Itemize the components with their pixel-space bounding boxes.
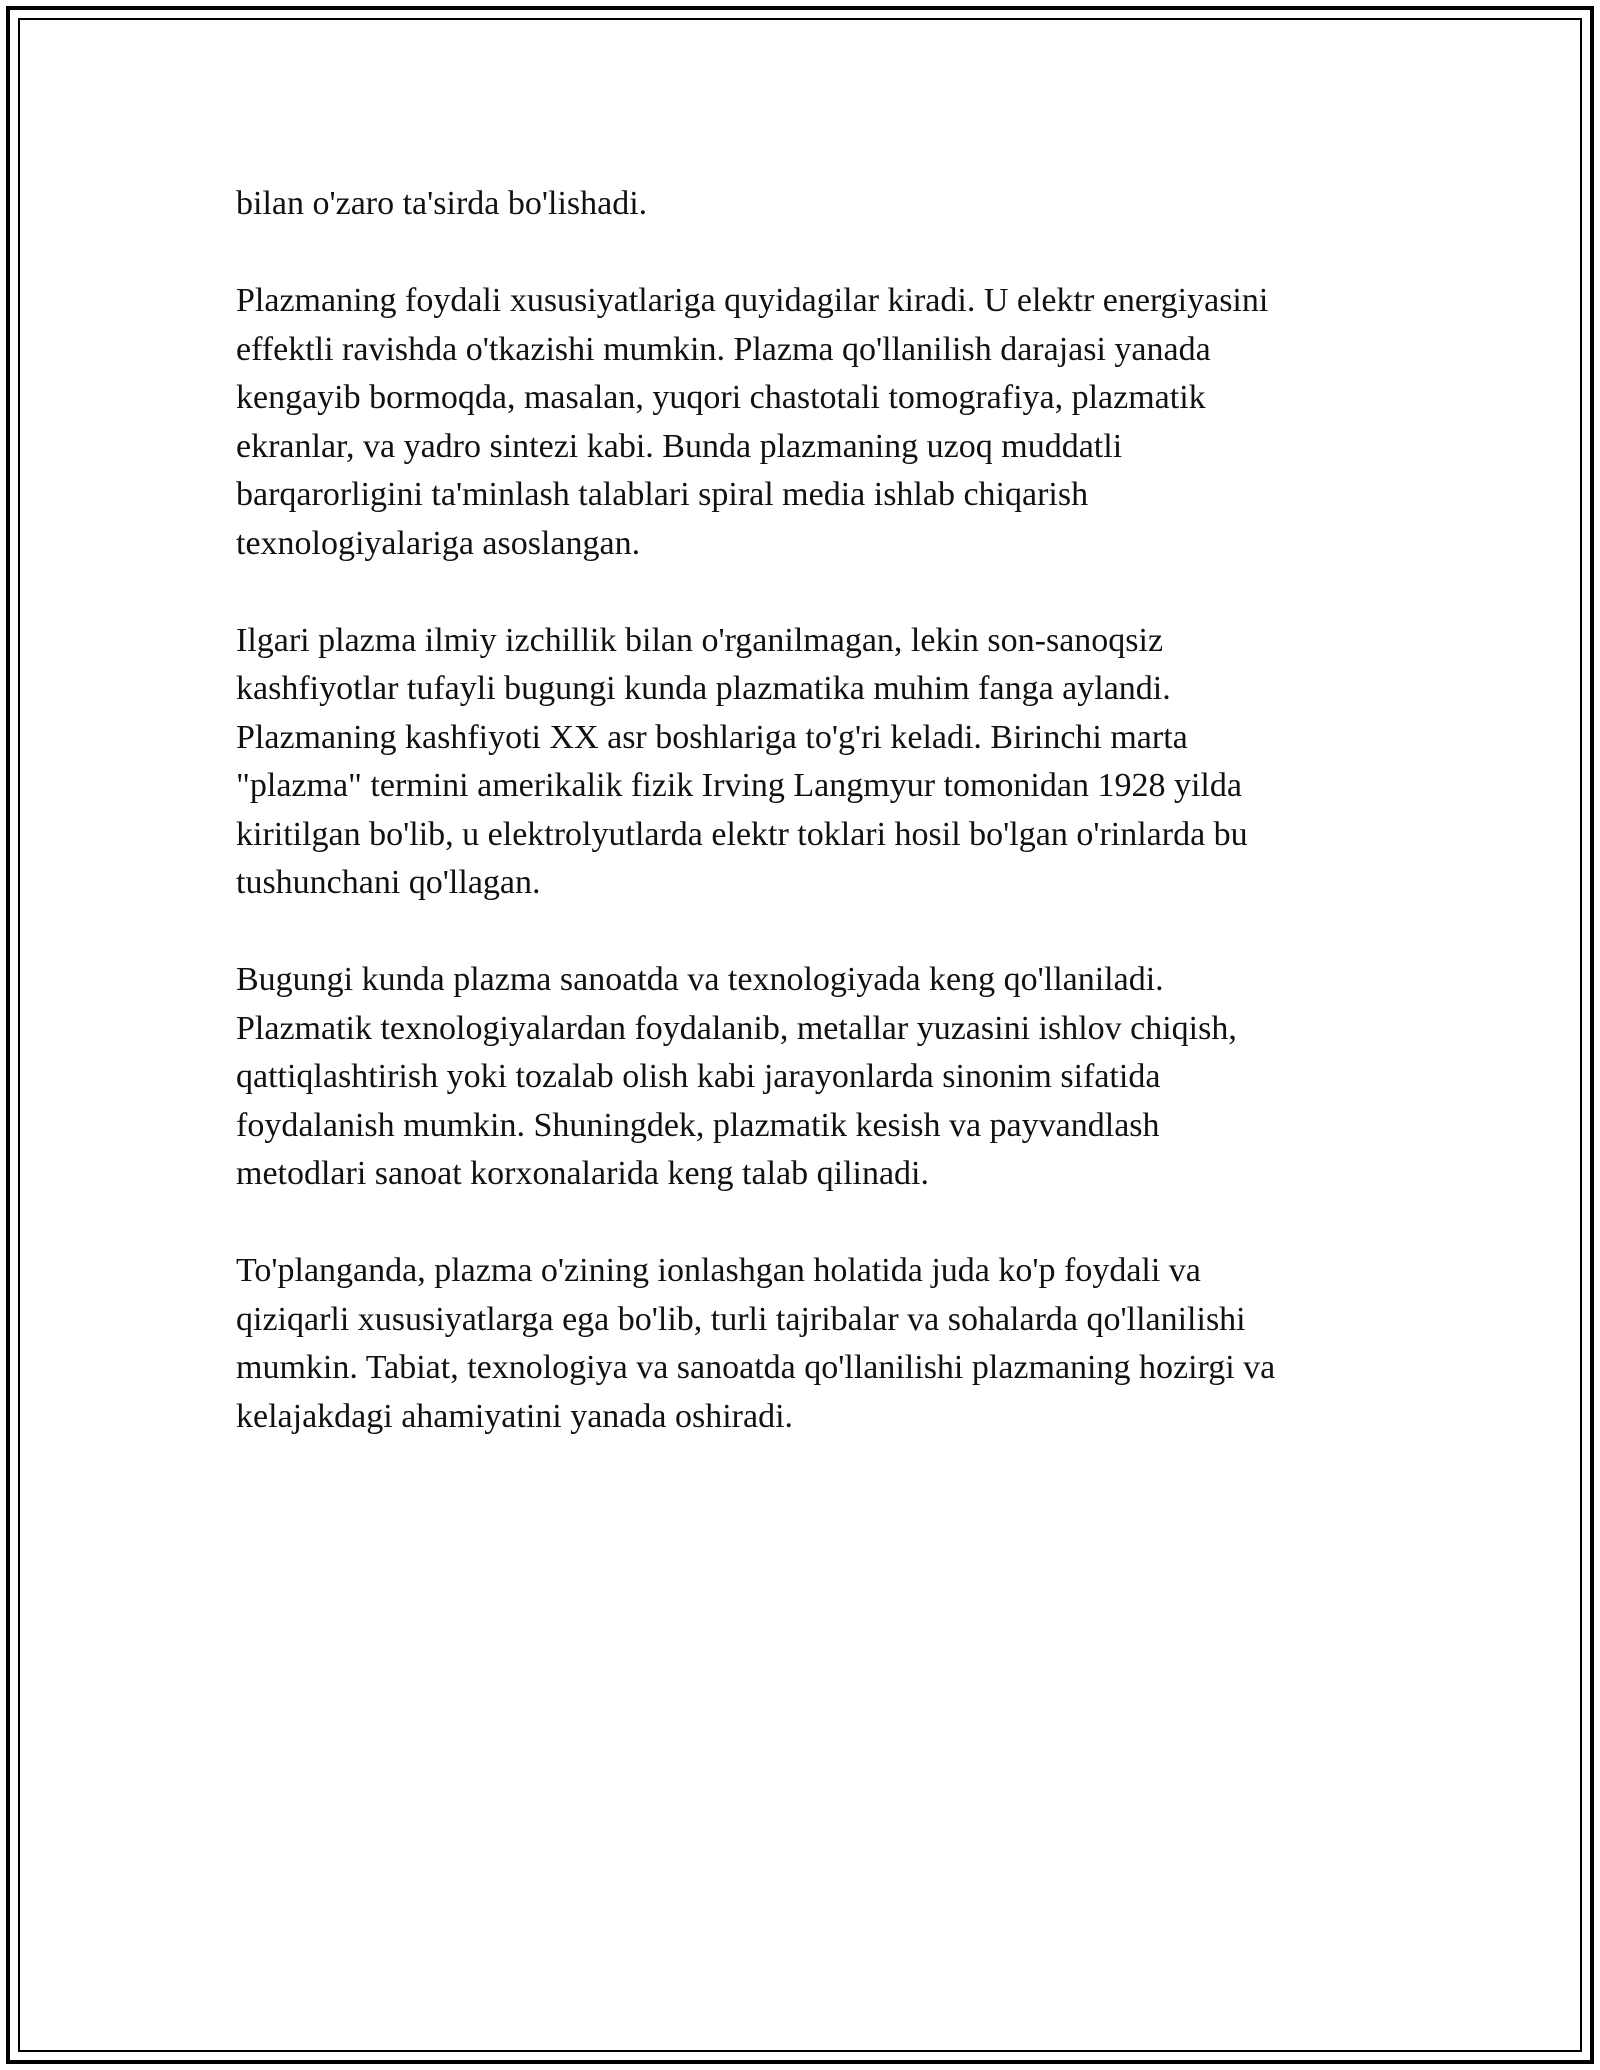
- paragraph: Bugungi kunda plazma sanoatda va texnologiyada keng qo'llaniladi. Plazmatik texnologiyalardan foydalanib, metallar yuzasini ishlov chiqish, qattiqlashtirish yoki tozalab olish kabi jarayonlarda sinonim sifatida foydalanish mumkin. Shuningdek, plazmatik kesish va payvandlash metodlari sanoat korxonalarida keng talab qilinadi.: [236, 961, 1237, 1192]
- paragraph: Plazmaning foydali xususiyatlariga quyidagilar kiradi. U elektr energiyasini effektli ravishda o'tkazishi mumkin. Plazma qo'llanilish darajasi yanada kengayib bormoqda, masalan, yuqori chastotali tomografiya, plazmatik ekranlar, va yadro sintezi kabi. Bunda plazmaning uzoq muddatli barqarorligini ta'minlash talablari spiral media ishlab chiqarish texnologiyalariga asoslangan.: [236, 282, 1269, 562]
- paragraph: bilan o'zaro ta'sirda bo'lishadi.: [236, 185, 648, 222]
- document-body: [236, 180, 1376, 1490]
- paragraph: To'planganda, plazma o'zining ionlashgan holatida juda ko'p foydali va qiziqarli xususiyatlarga ega bo'lib, turli tajribalar va sohalarda qo'llanilishi mumkin. Tabiat, texnologiya va sanoatda qo'llanilishi plazmaning hozirgi va kelajakdagi ahamiyatini yanada oshiradi.: [236, 1252, 1276, 1435]
- paragraph: Ilgari plazma ilmiy izchillik bilan o'rganilmagan, lekin son-sanoqsiz kashfiyotlar tufayli bugungi kunda plazmatika muhim fanga aylandi. Plazmaning kashfiyoti XX asr boshlariga to'g'ri keladi. Birinchi marta "plazma" termini amerikalik fizik Irving Langmyur tomonidan 1928 yilda kiritilgan bo'lib, u elektrolyutlarda elektr toklari hosil bo'lgan o'rinlarda bu tushunchani qo'llagan.: [236, 621, 1248, 901]
